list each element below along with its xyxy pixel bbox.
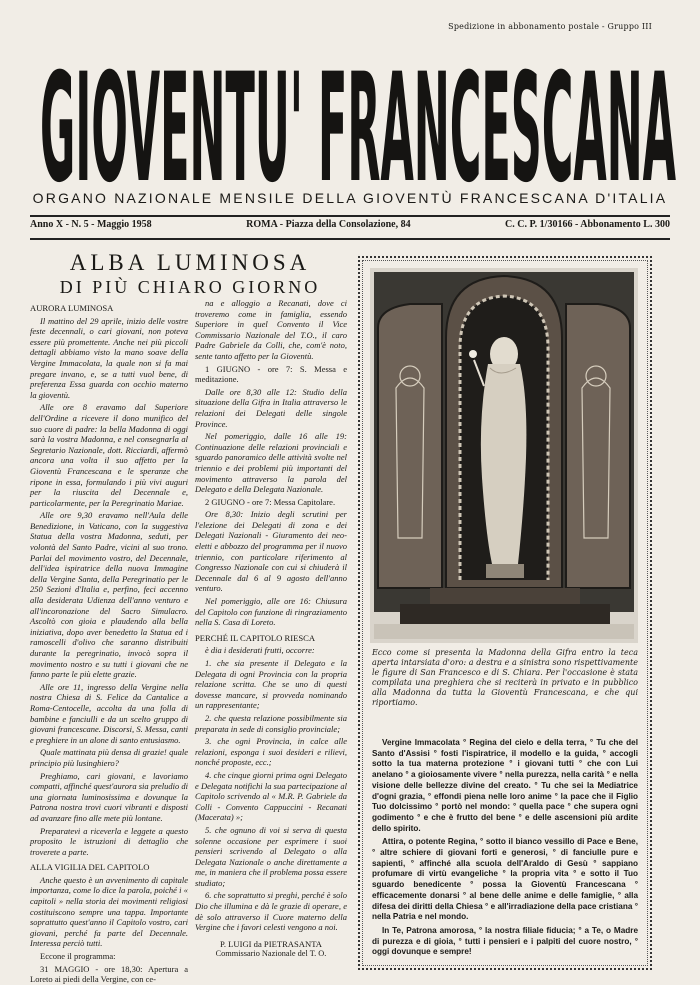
issue-subscription: C. C. P. 1/30166 - Abbonamento L. 300	[505, 219, 670, 230]
article-paragraph: Preparatevi a riceverla e leggete a questo proposito le istruzioni di dettaglio che troverete a parte.	[30, 825, 188, 857]
prayer-paragraph: Vergine Immacolata ° Regina del cielo e della terra, ° Tu che del Santo d'Assisi ° fosti l'ispiratrice, il modello e la guida, ° accogli sotto la tua materna protezione ° i giovani tutti ° che con Lui anelano ° a gioiosamente vivere ° nella purezza, nella carità ° e nella visione delle bellezze divine del creato. ° Tu che sei la Mediatrice d'ogni grazia, ° effondi piena nelle loro anime ° la pace che il Figlio Tuo dolcissimo ° portò nel mondo: ° quella pace ° che supera ogni godimento ° e che è frutto del bene ° e delle ascensioni più ardite dello spirito.	[372, 738, 638, 833]
article-paragraph: 31 MAGGIO - ore 18,30: Apertura a Loreto ai piedi della Vergine, con ce-	[30, 963, 188, 985]
article-paragraph: Il mattino del 29 aprile, inizio delle vostre feste decennali, o cari giovani, non poteva essere più promettente. Anche nei più piccoli dettagli abbiamo visto la mano soave della Vergine Immacolata, la quale non si fa mai pregare invano, e, se a tutti vuol bene, di preferenza Essa guarda con occhio materno la gioventù.	[30, 315, 188, 400]
article-paragraph: Preghiamo, cari giovani, e lavoriamo compatti, affinché quest'aurora sia preludio di una giornata luminosissima e dovunque la Patrona nostra trovi cuori vibranti e disposti ad avanzare fino alle mete più lontane.	[30, 770, 188, 823]
article-paragraph: Dalle ore 8,30 alle 12: Studio della situazione della Gifra in Italia attraverso le relazioni dei Delegati delle singole Province.	[195, 386, 347, 429]
article-paragraph: è dia i desiderati frutti, occorre:	[205, 645, 315, 656]
article-paragraph: 6. che soprattutto si preghi, perché è solo Dio che illumina e dà le grazie di operare, e dè solo attraverso il Cuore materno della Vergine che i favori celesti vengono a noi.	[195, 890, 347, 933]
signature-name: P. LUIGI da PIETRASANTA	[220, 938, 322, 949]
article-paragraph: na e alloggio a Recanati, dove ci troveremo come in famiglia, essendo Superiore in quel Convento il Vice Commissario Nazionale del T.O., il caro Padre Gabriele da Colli, che, com'è noto, sente tanto affetto per la Gioventù.	[195, 298, 347, 361]
article-headline	[30, 250, 350, 298]
signature-role: Commissario Nazionale del T. O.	[215, 949, 327, 959]
article-paragraph: Alle ore 9,30 eravamo nell'Aula delle Benedizione, in Vaticano, con la suggestiva Statua della vostra Madonna, seduti, per volontà del Santo Padre, vicini al suo trono. Parlai del movimento vostro, del Decennale, dell'idea ispiratrice della nuova Immagine della Vergine Santa, della Peregrinatio per le 250 Sezioni d'Italia e, perfino, feci accenno alla desiderata Udienza dell'anno venturo e all'incoronazione del Sacro Simulacro. Ascoltò con gioia e plaudendo alla bella iniziativa, dopo aver benedetto la Statua ed i ramoscelli d'olivo che saranno distribuiti durante la peregrinatio, invocò sopra il movimento nostro e su tutti i giovani che ne fanno parte le più elette grazie.	[30, 510, 188, 680]
article-paragraph: 2 GIUGNO - ore 7: Messa Capitolare.	[205, 496, 336, 507]
article-paragraph: 1. che sia presente il Delegato e la Delegata di ogni Provincia con la propria relazione scritta. Che se uno di questi dovesse mancare, si provveda nominando un rappresentante;	[195, 658, 347, 711]
article-column-2	[195, 298, 347, 978]
madonna-statue-photo	[370, 268, 638, 643]
prayer-text	[372, 738, 638, 961]
masthead-title: GIOVENTU' FRANCESCANA	[40, 42, 676, 216]
section-heading: AURORA LUMINOSA	[30, 303, 114, 313]
photo-caption: Ecco come si presenta la Madonna della Gifra entro la teca aperta intarsiata d'oro: a destra e a sinistra sono rispettivamente le figure di San Francesco e di S. Chiara. Per l'occasione è stata compilata una preghiera che si reciterà in privato e in pubblico alla Madonna da tutta la Gioventù Francescana, e che qui riportiamo.	[372, 648, 638, 707]
article-paragraph: 3. che ogni Provincia, in calce alle relazioni, esponga i suoi desideri e rilievi, nonché proposte, ecc.;	[195, 736, 347, 768]
issue-number: Anno X - N. 5 - Maggio 1958	[30, 219, 152, 230]
article-paragraph: 4. che cinque giorni prima ogni Delegato e Delegata notifichi la sua partecipazione al Capitolo scrivendo al « M.R. P. Gabriele da Colli - Convento Cappuccini - Recanati (Macerata) »;	[195, 769, 347, 823]
article-paragraph: Anche questo è un avvenimento di capitale importanza, come lo dice la parola, poiché i « capitoli » nella storia dei movimenti religiosi costituiscono sempre una tappa. Importante soprattutto quest'anno il Capitolo vostro, cari giovani, perché fa parte del Decennale. Interessa perciò tutti.	[30, 874, 188, 949]
prayer-paragraph: In Te, Patrona amorosa, ° la nostra filiale fiducia; ° a Te, o Madre di purezza e di gioia, ° tutti i pensieri e i palpiti del cuore nostro, ° oggi dovunque e sempre!	[372, 925, 638, 957]
article-subtitle: DI PIÙ CHIARO GIORNO	[59, 277, 321, 297]
article-paragraph: Alle ore 8 eravamo dal Superiore dell'Ordine a ricevere il dono munifico del suo cuore di padre: la bella Madonna di oggi sarà la vostra Madonna, e nel consegnarla al Segretario Nazionale, dott. Ricciardi, affermò ancora una volta il suo affetto per la Gioventù Francescana e le speranze che ripone in essa, formulando i più vivi auguri per la riuscita del Decennale e, particolarmente, per la Peregrinatio Mariae.	[30, 402, 188, 508]
divider	[30, 215, 670, 217]
article-column-1	[30, 298, 188, 985]
postal-notice: Spedizione in abbonamento postale - Gruppo III	[448, 22, 652, 31]
article-paragraph: Nel pomeriggio, dalle 16 alle 19: Continuazione delle relazioni provinciali e sguardo panoramico delle attività svolte nel triennio e dei problemi più importanti del movimento attraverso la parola del Delegato e della Delegata Nazionale.	[195, 431, 347, 495]
divider	[30, 238, 670, 240]
article-paragraph: 1 GIUGNO - ore 7: S. Messa e meditazione.	[195, 363, 347, 385]
signature	[195, 939, 347, 960]
article-paragraph: Alle ore 11, ingresso della Vergine nella nostra Chiesa di S. Felice da Cantalice a Roma-Centocelle, accolta da una folla di bambine e fanciulli e da un scelto gruppo di giovani francescane. Discorsi, S. Messa, canti e preghiere in un alone di santo entusiasmo.	[30, 681, 188, 745]
prayer-paragraph: Attira, o potente Regina, ° sotto il bianco vessillo di Pace e Bene, ° altre schiere di giovani forti e generosi, ° di fanciulle pure e sapienti, ° affinché alla scuola dell'Araldo di Gesù ° sappiano profumare di virtù evangeliche ° la propria vita ° e sotto il Tuo sguardo benedicente ° possa la Gioventù Francescana ° efficacemente donarsi ° al bene delle anime e delle famiglie, ° alla difesa dei diritti della Chiesa ° e all'irradiazione della pace cristiana ° nella Patria e nel mondo.	[372, 837, 638, 922]
issue-address: ROMA - Piazza della Consolazione, 84	[246, 219, 411, 230]
section-heading: PERCHÉ IL CAPITOLO RIESCA	[195, 632, 316, 643]
article-paragraph: Quale mattinata più densa di grazie! quale principio più lusinghiero?	[30, 747, 188, 768]
section-heading: ALLA VIGILIA DEL CAPITOLO	[30, 862, 150, 873]
masthead-subtitle: ORGANO NAZIONALE MENSILE DELLA GIOVENTÙ FRANCESCANA D'ITALIA	[32, 190, 668, 206]
article-paragraph: Eccone il programma:	[40, 951, 116, 962]
article-paragraph: 2. che questa relazione possibilmente sia preparata in sede di consiglio provinciale;	[195, 712, 347, 734]
article-title: ALBA LUMINOSA	[69, 250, 311, 275]
article-paragraph: Nel pomeriggio, alle ore 16: Chiusura del Capitolo con funzione di ringraziamento nella S. Casa di Loreto.	[195, 596, 347, 628]
issue-line	[30, 219, 670, 235]
article-paragraph: 5. che ognuno di voi si serva di questa solenne occasione per esprimere i suoi pensieri scrivendo al Delegato o alla Delegata Nazionale o anche direttamente a me, in maniera che il problema possa essere studiato;	[195, 824, 347, 888]
article-paragraph: Ore 8,30: Inizio degli scrutini per l'elezione dei Delegati di zona e dei Delegati Nazionali - Giuramento dei neo-eletti e abbozzo del programma per il nuovo triennio, con particolare riferimento al Congresso Nazionale con cui si chiuderà il Decennale dal 6 al 9 agosto dell'anno venturo.	[195, 509, 347, 594]
